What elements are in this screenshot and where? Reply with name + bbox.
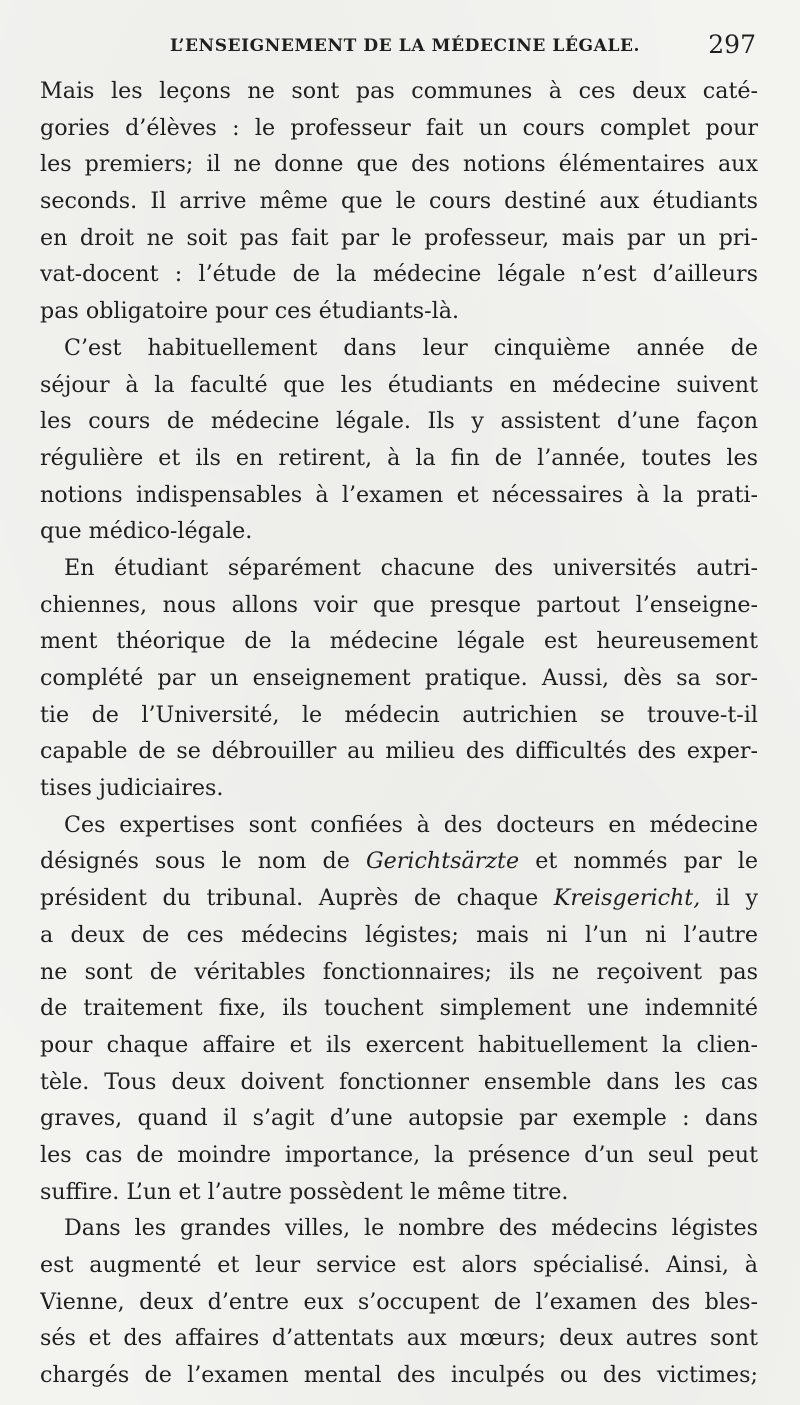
text-line: gories d’élèves : le professeur fait un cours complet pour [40, 114, 758, 141]
text-line: Ces expertises sont confiées à des docteurs en médecine [64, 811, 758, 838]
text-line: a deux de ces médecins légistes; mais ni l’un ni l’autre [40, 921, 758, 948]
text-line: est augmenté et leur service est alors spécialisé. Ainsi, à [40, 1252, 758, 1278]
text-line [40, 880, 758, 917]
text-line: En étudiant séparément chacune des universités autri- [64, 554, 758, 581]
text-run: désignés sous le nom de [40, 848, 350, 875]
text-line: notions indispensables à l’examen et nécessaires à la prati- [40, 481, 758, 508]
text-line [40, 843, 758, 880]
text-line: les premiers; il ne donne que des notions élémentaires aux [40, 151, 758, 178]
text-line: chiennes, nous allons voir que presque partout l’enseigne- [40, 591, 758, 618]
text-run: et nommés par le [535, 848, 758, 875]
text-line: chargés de l’examen mental des inculpés ou des victimes; [40, 1362, 758, 1389]
text-line: Mais les leçons ne sont pas communes à ces deux caté- [40, 78, 758, 104]
text-line: Dans les grandes villes, le nombre des médecins légistes [64, 1215, 758, 1242]
text-run: il y [715, 885, 758, 912]
text-line: tèle. Tous deux doivent fonctionner ensemble dans les cas [40, 1068, 758, 1095]
text-line: ment théorique de la médecine légale est heureusement [40, 628, 758, 655]
text-line: sés et des affaires d’attentats aux mœurs; deux autres sont [40, 1325, 758, 1352]
text-line: tie de l’Université, le médecin autrichien se trouve-t-il [40, 701, 758, 728]
text-line: C’est habituellement dans leur cinquième année de [64, 334, 758, 361]
text-line: pas obligatoire pour ces étudiants-là. [40, 298, 460, 325]
text-line: pour chaque affaire et ils exercent habituellement la clien- [40, 1031, 758, 1058]
text-run: président du tribunal. Auprès de chaque [40, 885, 539, 912]
text-line: graves, quand il s’agit d’une autopsie par exemple : dans [40, 1105, 758, 1132]
running-title: L’ENSEIGNEMENT DE LA MÉDECINE LÉGALE. [170, 36, 641, 56]
text-line: les cours de médecine légale. Ils y assistent d’une façon [40, 408, 758, 435]
italic-term: Kreisgericht, [553, 885, 701, 912]
text-line: vat-docent : l’étude de la médecine légale n’est d’ailleurs [40, 261, 758, 288]
text-line: en droit ne soit pas fait par le professeur, mais par un pri- [40, 224, 758, 251]
body-text [40, 73, 758, 1394]
text-line: ne sont de véritables fonctionnaires; ils ne reçoivent pas [40, 958, 758, 985]
running-head [40, 30, 758, 64]
italic-term: Gerichtsärzte [365, 848, 520, 875]
text-line: complété par un enseignement pratique. Aussi, dès sa sor- [40, 665, 758, 691]
text-line: de traitement fixe, ils touchent simplement une indemnité [40, 995, 758, 1022]
text-line: régulière et ils en retirent, à la fin de l’année, toutes les [40, 444, 758, 471]
text-line: seconds. Il arrive même que le cours destiné aux étudiants [40, 188, 758, 215]
text-line: suffire. L’un et l’autre possèdent le même titre. [40, 1178, 569, 1205]
text-line: séjour à la faculté que les étudiants en médecine suivent [40, 371, 758, 398]
text-line: tises judiciaires. [40, 775, 224, 802]
text-line: les cas de moindre importance, la présence d’un seul peut [40, 1141, 758, 1168]
text-line: que médico-légale. [40, 518, 253, 545]
page-number: 297 [708, 30, 756, 59]
text-line: capable de se débrouiller au milieu des difficultés des exper- [40, 738, 758, 765]
text-line: Vienne, deux d’entre eux s’occupent de l’examen des bles- [40, 1288, 758, 1315]
